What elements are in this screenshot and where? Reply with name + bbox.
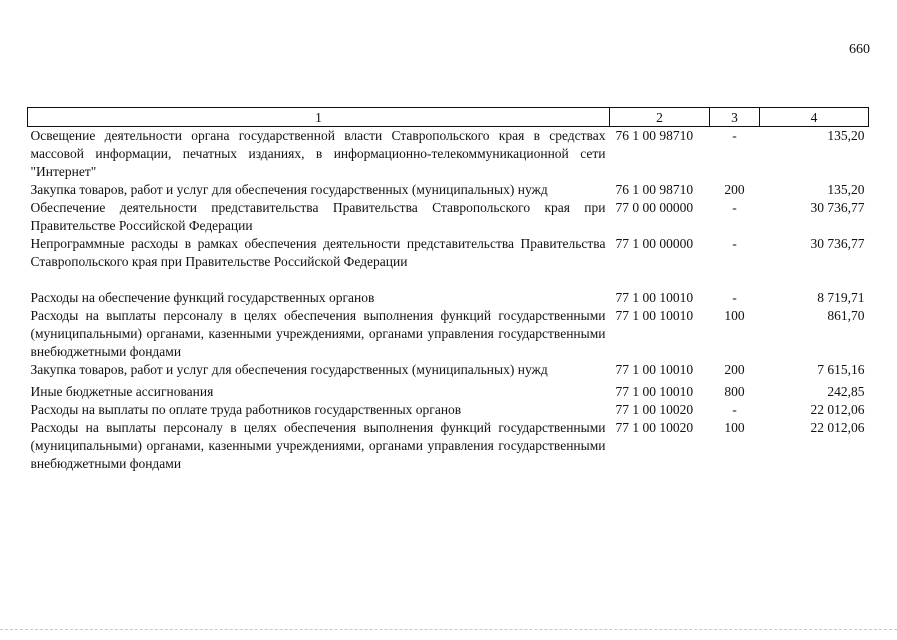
row-name: Расходы на выплаты по оплате труда работников государственных органов (30, 402, 462, 417)
scan-artifact-line (0, 629, 897, 631)
row-amount: 135,20 (827, 182, 865, 197)
row-name: Освещение деятельности органа государственной власти Ставропольского края в средствах массовой информации, печатных изданиях, в информационно-телекоммуникационной сети "Интернет" (30, 128, 606, 179)
row-name: Расходы на выплаты персоналу в целях обеспечения выполнения функций государственными (муниципальными) органами, казенными учреждениями, органами управления государственными внебюджетными фондами (30, 308, 606, 359)
row-amount: 7 615,16 (817, 362, 865, 377)
row-code: 77 1 00 10010 (615, 384, 694, 399)
row-type: - (732, 236, 737, 251)
header-col-1: 1 (28, 108, 610, 127)
row-amount: 30 736,77 (810, 236, 865, 251)
row-type: 100 (724, 308, 745, 323)
row-type: - (732, 200, 737, 215)
row-type: - (732, 128, 737, 143)
table-row (28, 235, 869, 289)
row-code: 76 1 00 98710 (615, 182, 694, 197)
header-col-4: 4 (760, 108, 869, 127)
row-name: Непрограммные расходы в рамках обеспечения деятельности представительства Правительства Ставропольского края при Правительстве Российской Федерации (30, 236, 606, 269)
table-row (28, 181, 869, 199)
table-row (28, 419, 869, 473)
row-type: - (732, 402, 737, 417)
row-amount: 8 719,71 (817, 290, 865, 305)
row-code: 77 1 00 10010 (615, 290, 694, 305)
row-code: 77 1 00 00000 (615, 236, 694, 251)
row-name: Расходы на выплаты персоналу в целях обеспечения выполнения функций государственными (муниципальными) органами, казенными учреждениями, органами управления государственными внебюджетными фондами (30, 420, 606, 471)
row-type: - (732, 290, 737, 305)
row-amount: 30 736,77 (810, 200, 865, 215)
row-amount: 135,20 (827, 128, 865, 143)
table-row (28, 289, 869, 307)
table-row (28, 307, 869, 361)
row-name: Иные бюджетные ассигнования (30, 384, 214, 399)
row-name: Обеспечение деятельности представительства Правительства Ставропольского края при Правительстве Российской Федерации (30, 200, 606, 233)
header-col-3: 3 (710, 108, 760, 127)
row-code: 77 1 00 10010 (615, 362, 694, 377)
header-col-2: 2 (610, 108, 710, 127)
budget-table (27, 107, 869, 473)
row-type: 200 (724, 362, 745, 377)
row-name: Закупка товаров, работ и услуг для обеспечения государственных (муниципальных) нужд (30, 362, 548, 377)
row-type: 200 (724, 182, 745, 197)
row-amount: 861,70 (827, 308, 865, 323)
row-name: Расходы на обеспечение функций государственных органов (30, 290, 375, 305)
row-amount: 22 012,06 (810, 420, 865, 435)
row-code: 77 1 00 10020 (615, 402, 694, 417)
row-type: 100 (724, 420, 745, 435)
row-amount: 22 012,06 (810, 402, 865, 417)
table-row (28, 199, 869, 235)
table-body (28, 127, 869, 474)
row-code: 77 1 00 10010 (615, 308, 694, 323)
header-row (28, 108, 869, 127)
row-amount: 242,85 (827, 384, 865, 399)
row-code: 77 0 00 00000 (615, 200, 694, 215)
table-header (28, 108, 869, 127)
table-row (28, 383, 869, 401)
page-number: 660 (849, 42, 870, 57)
row-name: Закупка товаров, работ и услуг для обеспечения государственных (муниципальных) нужд (30, 182, 548, 197)
row-code: 77 1 00 10020 (615, 420, 694, 435)
table-row (28, 127, 869, 182)
table-row (28, 401, 869, 419)
row-type: 800 (724, 384, 745, 399)
table-row (28, 361, 869, 383)
row-code: 76 1 00 98710 (615, 128, 694, 143)
